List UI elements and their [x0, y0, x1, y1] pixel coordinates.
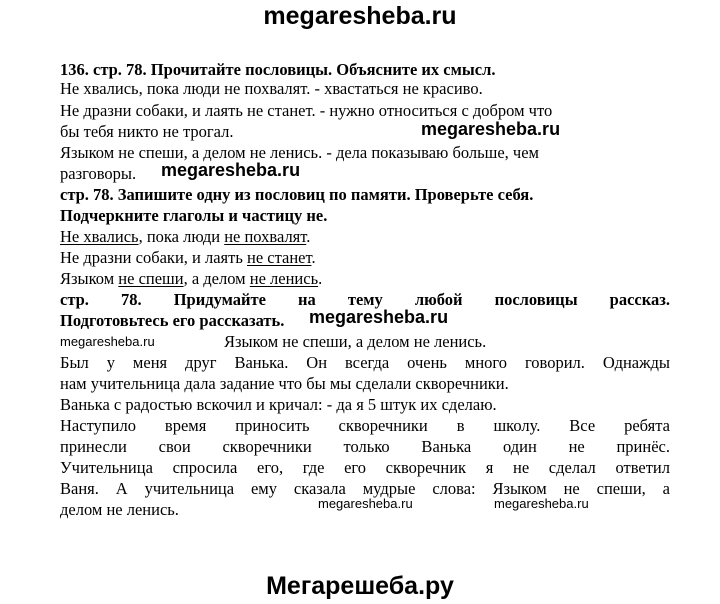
story-line: Ваня. А учительница ему сказала мудрые слова: Языком не спеши, а — [60, 479, 670, 498]
proverb-line: Языком не спеши, а делом не ленись. — [60, 269, 323, 288]
story-line: Учительница спросила его, где его скворечник я не сделал ответил — [60, 458, 670, 477]
watermark-mid: megaresheba.ru — [161, 160, 301, 180]
story-title: Языком не спеши, а делом не ленись. — [224, 332, 487, 351]
underlined-verb: не спеши — [118, 269, 184, 288]
text-line: Не дразни собаки, и лаять не станет. - нужно относиться с добром что — [60, 101, 553, 120]
story-line: делом не ленись. — [60, 500, 179, 519]
task-2-heading-cont: Подчеркните глаголы и частицу не. — [60, 206, 328, 225]
story-line: Наступило время приносить скворечники в школу. Все ребята — [60, 416, 670, 435]
story-line: принесли свои скворечники только Ванька один не принёс. — [60, 437, 670, 456]
task-2-heading: стр. 78. Запишите одну из пословиц по памяти. Проверьте себя. — [60, 185, 534, 204]
proverb-line: Не дразни собаки, и лаять не станет. — [60, 248, 316, 267]
watermark-bottom: Мегарешеба.ру — [266, 572, 454, 600]
underlined-verb: не ленись — [249, 269, 319, 288]
watermark-small: megaresheba.ru — [60, 334, 155, 349]
text-line: Языком не спеши, а делом не ленись. - дела показываю больше, чем — [60, 143, 539, 162]
watermark-top: megaresheba.ru — [263, 2, 457, 30]
text-line: бы тебя никто не трогал. — [60, 122, 234, 141]
task-3-heading: стр. 78. Придумайте на тему любой пословицы рассказ. — [60, 290, 670, 309]
story-line: Ванька с радостью вскочил и кричал: - да я 5 штук их сделаю. — [60, 395, 497, 414]
watermark-mid: megaresheba.ru — [309, 307, 449, 327]
underlined-verb: не станет — [247, 248, 312, 267]
watermark-small: megaresheba.ru — [494, 496, 589, 511]
watermark-mid: megaresheba.ru — [421, 119, 561, 139]
underlined-verb: не похвалят — [224, 227, 307, 246]
underlined-verb: Не хвались — [60, 227, 139, 246]
text-line: разговоры. — [60, 164, 137, 183]
proverb-line: Не хвались, пока люди не похвалят. — [60, 227, 311, 246]
story-line: Был у меня друг Ванька. Он всегда очень много говорил. Однажды — [60, 353, 670, 372]
text-line: Не хвались, пока люди не похвалят. - хвастаться не красиво. — [60, 79, 483, 98]
watermark-small: megaresheba.ru — [318, 496, 413, 511]
story-line: нам учительница дала задание что бы мы сделали скворечники. — [60, 374, 509, 393]
task-136-heading: 136. стр. 78. Прочитайте пословицы. Объясните их смысл. — [60, 60, 496, 79]
task-3-heading-cont: Подготовьтесь его рассказать. — [60, 311, 285, 330]
